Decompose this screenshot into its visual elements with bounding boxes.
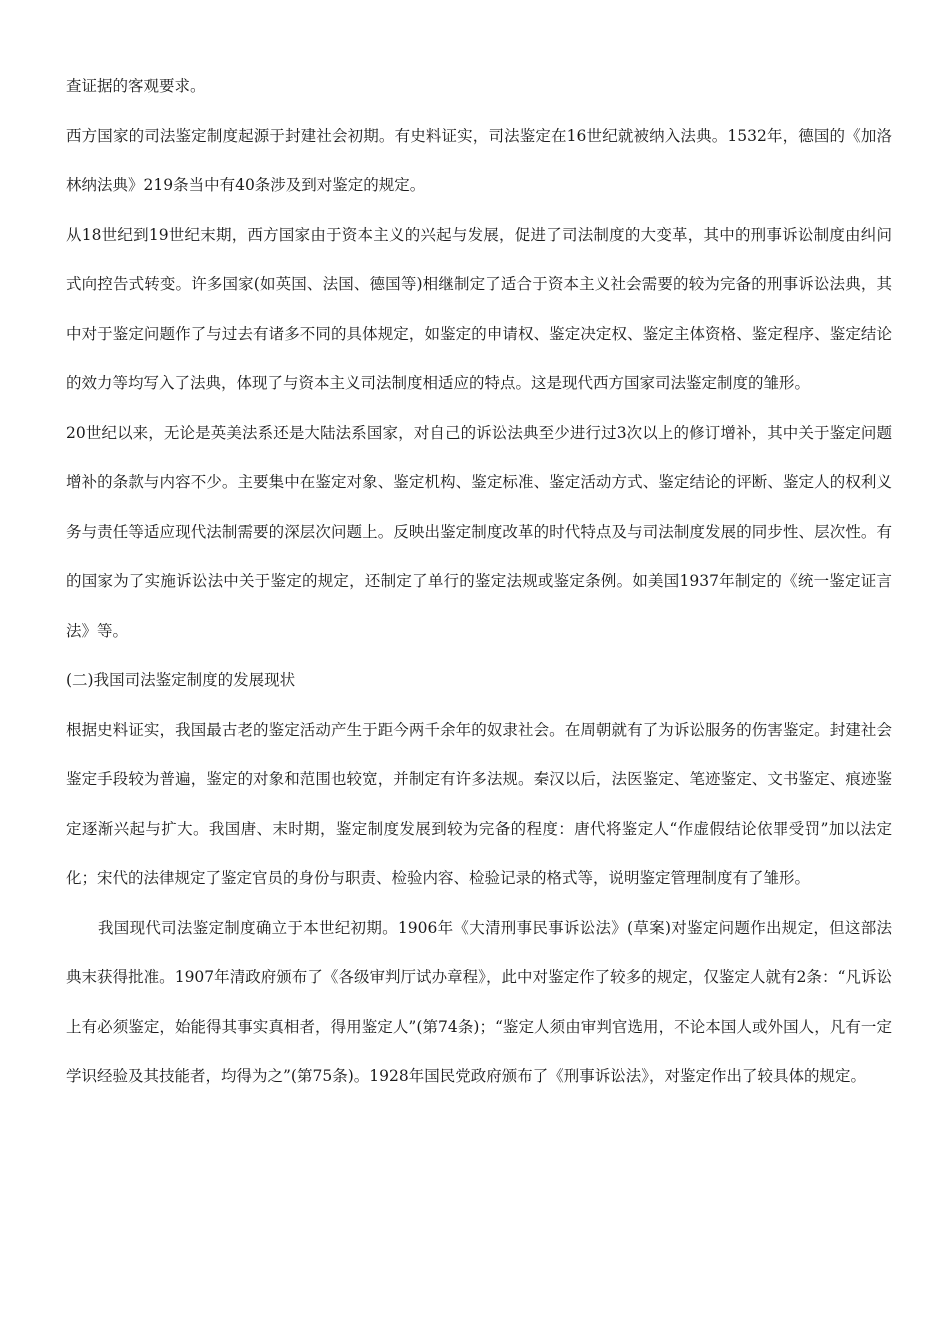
paragraph-20th-century: 20世纪以来，无论是英美法系还是大陆法系国家，对自己的诉讼法典至少进行过3次以上的修订增补，其中关于鉴定问题增补的条款与内容不少。主要集中在鉴定对象、鉴定机构、鉴定标准、鉴定活动方式、鉴定结论的评断、鉴定人的权利义务与责任等适应现代法制需要的深层次问题上。反映出鉴定制度改革的时代特点及与司法制度发展的同步性、层次性。有的国家为了实施诉讼法中关于鉴定的规定，还制定了单行的鉴定法规或鉴定条例。如美国1937年制定的《统一鉴定证言法》等。 [66, 423, 892, 640]
paragraph-continuation: 查证据的客观要求。 [66, 77, 206, 95]
paragraph-china-modern: 我国现代司法鉴定制度确立于本世纪初期。1906年《大清刑事民事诉讼法》(草案)对鉴定问题作出规定，但这部法典末获得批准。1907年清政府颁布了《各级审判厅试办章程》，此中对鉴定作了较多的规定，仅鉴定人就有2条：“凡诉讼上有必须鉴定，始能得其事实真相者，得用鉴定人”(第74条)；“鉴定人须由审判官选用，不论本国人或外国人，凡有一定学识经验及其技能者，均得为之”(第75条)。1928年国民党政府颁布了《刑事诉讼法》，对鉴定作出了较具体的规定。 [66, 918, 892, 1085]
section-heading: (二)我国司法鉴定制度的发展现状 [66, 671, 296, 689]
paragraph-18th-19th-century: 从18世纪到19世纪末期，西方国家由于资本主义的兴起与发展，促进了司法制度的大变革，其中的刑事诉讼制度由纠问式向控告式转变。许多国家(如英国、法国、德国等)相继制定了适合于资本主义社会需要的较为完备的刑事诉讼法典，其中对于鉴定问题作了与过去有诸多不同的具体规定，如鉴定的申请权、鉴定决定权、鉴定主体资格、鉴定程序、鉴定结论的效力等均写入了法典，体现了与资本主义司法制度相适应的特点。这是现代西方国家司法鉴定制度的雏形。 [66, 225, 892, 392]
paragraph-china-history: 根据史料证实，我国最古老的鉴定活动产生于距今两千余年的奴隶社会。在周朝就有了为诉讼服务的伤害鉴定。封建社会鉴定手段较为普遍，鉴定的对象和范围也较宽，并制定有许多法规。秦汉以后，法医鉴定、笔迹鉴定、文书鉴定、痕迹鉴定逐渐兴起与扩大。我国唐、末时期，鉴定制度发展到较为完备的程度：唐代将鉴定人“作虚假结论依罪受罚”加以法定化；宋代的法律规定了鉴定官员的身份与职责、检验内容、检验记录的格式等，说明鉴定管理制度有了雏形。 [66, 720, 892, 887]
paragraph-western-origin: 西方国家的司法鉴定制度起源于封建社会初期。有史料证实，司法鉴定在16世纪就被纳入法典。1532年，德国的《加洛林纳法典》219条当中有40条涉及到对鉴定的规定。 [66, 126, 892, 194]
